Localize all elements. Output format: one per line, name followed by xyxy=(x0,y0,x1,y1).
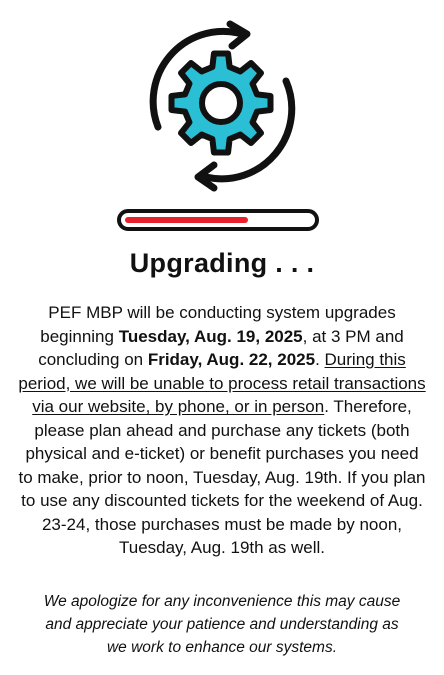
gear-with-circular-arrows-icon xyxy=(136,15,306,195)
body-text-part: . xyxy=(315,350,325,369)
apology-message: We apologize for any inconvenience this may cause and appreciate your patience and understanding as we work to enhance our systems. xyxy=(43,593,401,656)
gear-hole xyxy=(202,84,240,122)
gear-shape xyxy=(172,54,271,153)
progress-bar xyxy=(117,209,319,231)
page-title: Upgrading . . . xyxy=(129,248,315,278)
progress-bar-fill xyxy=(125,217,248,223)
body-text-part: . Therefore, please plan ahead and purchase any tickets (both physical and e-ticket) or benefit purchases you need to make, prior to noon, Tuesday, Aug. 19th. If you plan to use any discounted tickets for the weekend of Aug. 23-24, those purchases must be made by noon, Tuesday, Aug. 19th as well. xyxy=(18,397,426,557)
body-text-part: , at 3 PM and concluding on xyxy=(38,326,404,369)
end-date: Friday, Aug. 22, 2025 xyxy=(147,350,316,369)
notice-body xyxy=(16,301,428,560)
body-text-part: PEF MBP will be conducting system upgrades beginning xyxy=(40,303,396,346)
start-date: Tuesday, Aug. 19, 2025 xyxy=(118,326,303,346)
unavailability-notice: During this period, we will be unable to process retail transactions via our website, by phone, or in person xyxy=(18,350,426,416)
